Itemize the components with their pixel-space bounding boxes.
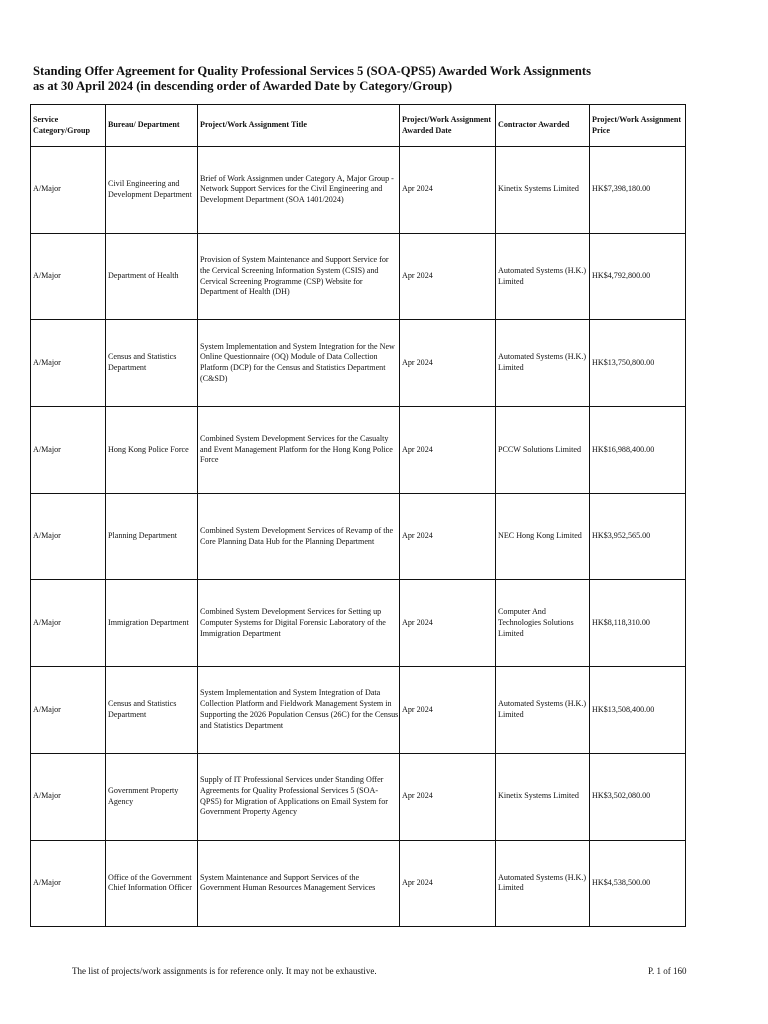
cell-category: A/Major	[31, 753, 106, 840]
cell-title: System Implementation and System Integration for the New Online Questionnaire (OQ) Module of Data Collection Platform (DCP) for the Census and Statistics Department (C&SD)	[198, 320, 400, 407]
header-department: Bureau/ Department	[106, 105, 198, 147]
cell-contractor: PCCW Solutions Limited	[496, 407, 590, 494]
header-service-category: Service Category/Group	[31, 105, 106, 147]
cell-category: A/Major	[31, 320, 106, 407]
cell-date: Apr 2024	[400, 320, 496, 407]
cell-department: Hong Kong Police Force	[106, 407, 198, 494]
cell-date: Apr 2024	[400, 233, 496, 320]
cell-date: Apr 2024	[400, 580, 496, 667]
table-row	[31, 580, 686, 667]
table-row	[31, 233, 686, 320]
cell-contractor: Kinetix Systems Limited	[496, 753, 590, 840]
cell-title: Provision of System Maintenance and Support Service for the Cervical Screening Information System (CSIS) and Cervical Screening Programme (CSP) Website for Department of Health (DH)	[198, 233, 400, 320]
footer-disclaimer: The list of projects/work assignments is for reference only. It may not be exhaustive.	[72, 966, 377, 976]
cell-title: System Maintenance and Support Services of the Government Human Resources Management Services	[198, 840, 400, 927]
cell-date: Apr 2024	[400, 753, 496, 840]
cell-date: Apr 2024	[400, 407, 496, 494]
cell-department: Office of the Government Chief Information Officer	[106, 840, 198, 927]
cell-department: Immigration Department	[106, 580, 198, 667]
cell-title: System Implementation and System Integration of Data Collection Platform and Fieldwork Management System in Supporting the 2026 Population Census (26C) for the Census and Statistics Department	[198, 667, 400, 754]
cell-date: Apr 2024	[400, 667, 496, 754]
cell-price: HK$13,508,400.00	[590, 667, 686, 754]
cell-department: Census and Statistics Department	[106, 320, 198, 407]
cell-date: Apr 2024	[400, 840, 496, 927]
cell-contractor: Computer And Technologies Solutions Limited	[496, 580, 590, 667]
header-contractor: Contractor Awarded	[496, 105, 590, 147]
table-row	[31, 753, 686, 840]
table-row	[31, 320, 686, 407]
cell-category: A/Major	[31, 667, 106, 754]
cell-contractor: NEC Hong Kong Limited	[496, 493, 590, 580]
cell-price: HK$4,792,800.00	[590, 233, 686, 320]
cell-price: HK$7,398,180.00	[590, 147, 686, 234]
cell-title: Brief of Work Assignmen under Category A, Major Group -Network Support Services for the Civil Engineering and Development Department (SOA 1401/2024)	[198, 147, 400, 234]
header-awarded-date: Project/Work Assignment Awarded Date	[400, 105, 496, 147]
page-number: P. 1 of 160	[648, 966, 687, 976]
table-row	[31, 667, 686, 754]
cell-price: HK$16,988,400.00	[590, 407, 686, 494]
cell-department: Government Property Agency	[106, 753, 198, 840]
cell-category: A/Major	[31, 147, 106, 234]
header-price: Project/Work Assignment Price	[590, 105, 686, 147]
cell-title: Combined System Development Services for Setting up Computer Systems for Digital Forensic Laboratory of the Immigration Department	[198, 580, 400, 667]
cell-category: A/Major	[31, 233, 106, 320]
table-row	[31, 493, 686, 580]
table-row	[31, 407, 686, 494]
cell-date: Apr 2024	[400, 493, 496, 580]
cell-price: HK$4,538,500.00	[590, 840, 686, 927]
cell-department: Planning Department	[106, 493, 198, 580]
title-line-1: Standing Offer Agreement for Quality Professional Services 5 (SOA-QPS5) Awarded Work Assignments	[33, 64, 591, 78]
cell-department: Department of Health	[106, 233, 198, 320]
cell-contractor: Automated Systems (H.K.) Limited	[496, 840, 590, 927]
cell-title: Combined System Development Services for the Casualty and Event Management Platform for the Hong Kong Police Force	[198, 407, 400, 494]
cell-category: A/Major	[31, 580, 106, 667]
document-title	[33, 64, 733, 93]
cell-price: HK$13,750,800.00	[590, 320, 686, 407]
cell-contractor: Automated Systems (H.K.) Limited	[496, 320, 590, 407]
cell-price: HK$3,952,565.00	[590, 493, 686, 580]
cell-category: A/Major	[31, 407, 106, 494]
cell-title: Combined System Development Services of Revamp of the Core Planning Data Hub for the Planning Department	[198, 493, 400, 580]
table-header-row	[31, 105, 686, 147]
awarded-assignments-table	[30, 104, 686, 927]
header-assignment-title: Project/Work Assignment Title	[198, 105, 400, 147]
table-row	[31, 147, 686, 234]
cell-title: Supply of IT Professional Services under Standing Offer Agreements for Quality Professional Services 5 (SOA-QPS5) for Migration of Applications on Email System for Government Property Agency	[198, 753, 400, 840]
cell-contractor: Automated Systems (H.K.) Limited	[496, 667, 590, 754]
cell-date: Apr 2024	[400, 147, 496, 234]
cell-price: HK$8,118,310.00	[590, 580, 686, 667]
cell-category: A/Major	[31, 840, 106, 927]
cell-contractor: Automated Systems (H.K.) Limited	[496, 233, 590, 320]
title-line-2: as at 30 April 2024 (in descending order of Awarded Date by Category/Group)	[33, 78, 453, 93]
cell-price: HK$3,502,080.00	[590, 753, 686, 840]
cell-department: Civil Engineering and Development Department	[106, 147, 198, 234]
cell-contractor: Kinetix Systems Limited	[496, 147, 590, 234]
cell-category: A/Major	[31, 493, 106, 580]
cell-department: Census and Statistics Department	[106, 667, 198, 754]
table-row	[31, 840, 686, 927]
